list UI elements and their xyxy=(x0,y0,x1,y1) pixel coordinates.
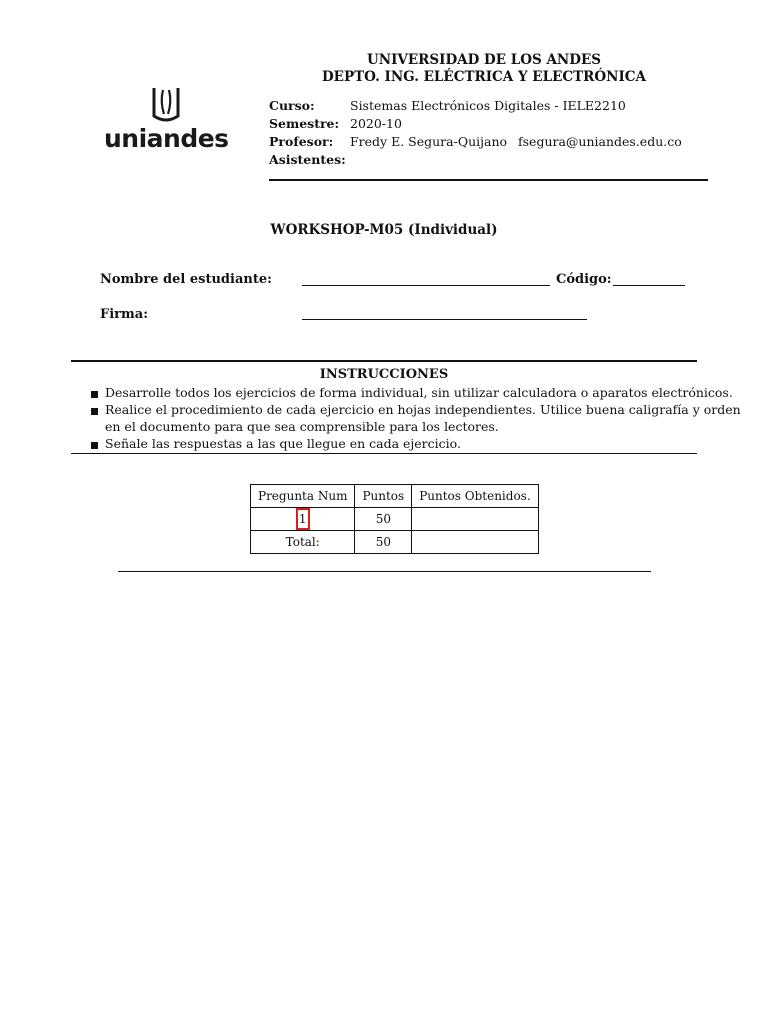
table-row-total xyxy=(251,531,539,554)
signature-field[interactable] xyxy=(302,319,587,320)
instruction-item: Señale las respuestas a las que llegue en cada ejercicio. xyxy=(105,436,461,451)
instructions-top-rule xyxy=(71,360,697,362)
table-header-row xyxy=(251,485,539,508)
instructions-title: INSTRUCCIONES xyxy=(319,367,449,382)
semester-label: Semestre: xyxy=(269,116,340,131)
professor-label: Profesor: xyxy=(269,134,334,149)
university-name: UNIVERSIDAD DE LOS ANDES xyxy=(366,52,602,68)
uniandes-emblem-icon xyxy=(148,84,184,124)
instructions-bottom-rule xyxy=(71,453,697,454)
table-cell xyxy=(251,508,355,531)
university-header xyxy=(270,52,698,86)
instruction-item-continuation: en el documento para que sea comprensible para los lectores. xyxy=(105,419,499,434)
course-value: Sistemas Electrónicos Digitales - IELE2210 xyxy=(350,98,626,113)
page-title: WORKSHOP-M05 (Individual) xyxy=(270,222,498,238)
professor-value: Fredy E. Segura-Quijano xyxy=(350,134,508,149)
table-cell: 50 xyxy=(355,508,412,531)
code-label: Código: xyxy=(556,272,612,287)
signature-label: Firma: xyxy=(100,307,148,322)
column-header: Puntos xyxy=(355,485,412,508)
student-name-field[interactable] xyxy=(302,285,550,286)
column-header: Puntos Obtenidos. xyxy=(412,485,538,508)
code-field[interactable] xyxy=(613,285,685,286)
semester-value: 2020-10 xyxy=(350,116,402,131)
instruction-item: Realice el procedimiento de cada ejercicio en hojas independientes. Utilice buena caligrafía y orden xyxy=(105,402,741,417)
department-name: DEPTO. ING. ELÉCTRICA Y ELECTRÓNICA xyxy=(321,69,647,85)
table-row xyxy=(251,508,539,531)
bullet-icon xyxy=(91,391,98,398)
professor-email: fsegura@uniandes.edu.co xyxy=(518,134,682,149)
column-header: Pregunta Num xyxy=(251,485,355,508)
student-name-label: Nombre del estudiante: xyxy=(100,272,272,287)
table-cell-obtained xyxy=(412,531,538,554)
course-label: Curso: xyxy=(269,98,315,113)
header-divider xyxy=(269,179,708,181)
instruction-item: Desarrolle todos los ejercicios de forma individual, sin utilizar calculadora o aparatos electrónicos. xyxy=(105,385,733,400)
table-cell: 50 xyxy=(355,531,412,554)
assistants-label: Asistentes: xyxy=(269,152,346,167)
table-cell: Total: xyxy=(251,531,355,554)
bottom-divider xyxy=(118,571,651,572)
logo-wordmark: uniandes xyxy=(104,124,229,153)
table-cell-obtained xyxy=(412,508,538,531)
question-number-highlight: 1 xyxy=(296,508,310,530)
bullet-icon xyxy=(91,408,98,415)
bullet-icon xyxy=(91,442,98,449)
score-table xyxy=(250,484,539,554)
uniandes-logo xyxy=(104,84,228,156)
